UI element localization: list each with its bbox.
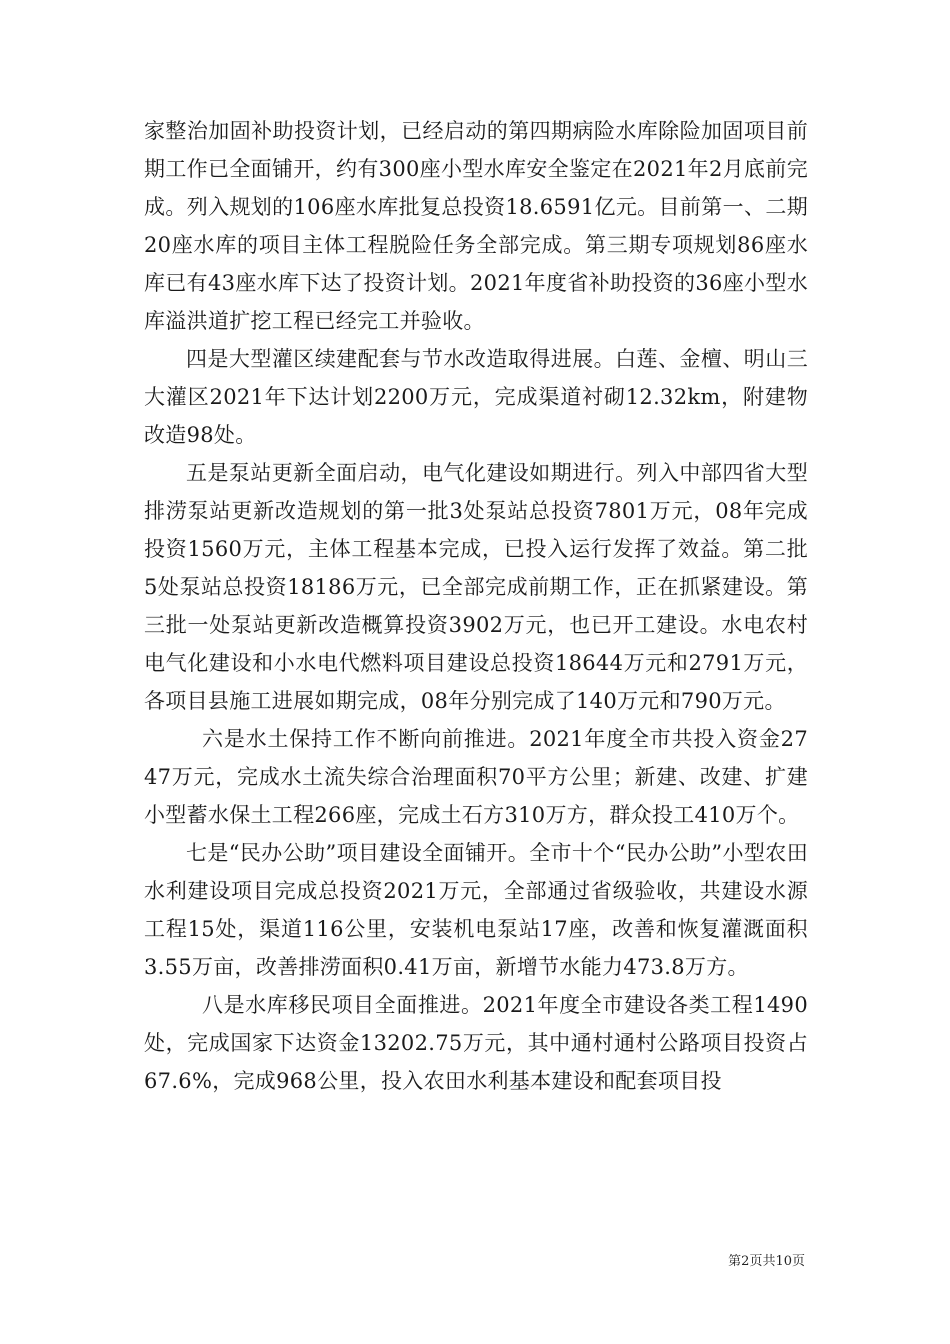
paragraph-irrigation: 四是大型灌区续建配套与节水改造取得进展。白莲、金檀、明山三大灌区2021年下达计划2200万元，完成渠道衬砌12.32km，附建物改造98处。	[144, 347, 808, 447]
paragraph-reservoir-continuation: 家整治加固补助投资计划，已经启动的第四期病险水库除险加固项目前期工作已全面铺开，约有300座小型水库安全鉴定在2021年2月底前完成。列入规划的106座水库批复总投资18.6591亿元。目前第一、二期20座水库的项目主体工程脱险任务全部完成。第三期专项规划86座水库已有43座水库下达了投资计划。2021年度省补助投资的36座小型水库溢洪道扩挖工程已经完工并验收。	[144, 119, 808, 333]
page-number: 第2页共10页	[728, 1254, 805, 1269]
paragraph-pump-stations: 五是泵站更新全面启动，电气化建设如期进行。列入中部四省大型排涝泵站更新改造规划的第一批3处泵站总投资7801万元，08年完成投资1560万元，主体工程基本完成，已投入运行发挥了效益。第二批5处泵站总投资18186万元，已全部完成前期工作，正在抓紧建设。第三批一处泵站更新改造概算投资3902万元，也已开工建设。水电农村电气化建设和小水电代燃料项目建设总投资18644万元和2791万元，各项目县施工进展如期完成，08年分别完成了140万元和790万元。	[144, 461, 808, 713]
paragraph-soil-conservation: 六是水土保持工作不断向前推进。2021年度全市共投入资金2747万元，完成水土流失综合治理面积70平方公里；新建、改建、扩建小型蓄水保土工程266座，完成土石方310万方，群众投工410万个。	[144, 727, 808, 827]
paragraph-resettlement: 八是水库移民项目全面推进。2021年度全市建设各类工程1490处，完成国家下达资金13202.75万元，其中通村通村公路项目投资占67.6%，完成968公里，投入农田水利基本建设和配套项目投	[144, 993, 808, 1093]
paragraph-public-assist: 七是“民办公助”项目建设全面铺开。全市十个“民办公助”小型农田水利建设项目完成总投资2021万元，全部通过省级验收，共建设水源工程15处，渠道116公里，安装机电泵站17座，改善和恢复灌溉面积3.55万亩，改善排涝面积0.41万亩，新增节水能力473.8万方。	[144, 841, 808, 979]
document-body	[144, 112, 808, 1100]
